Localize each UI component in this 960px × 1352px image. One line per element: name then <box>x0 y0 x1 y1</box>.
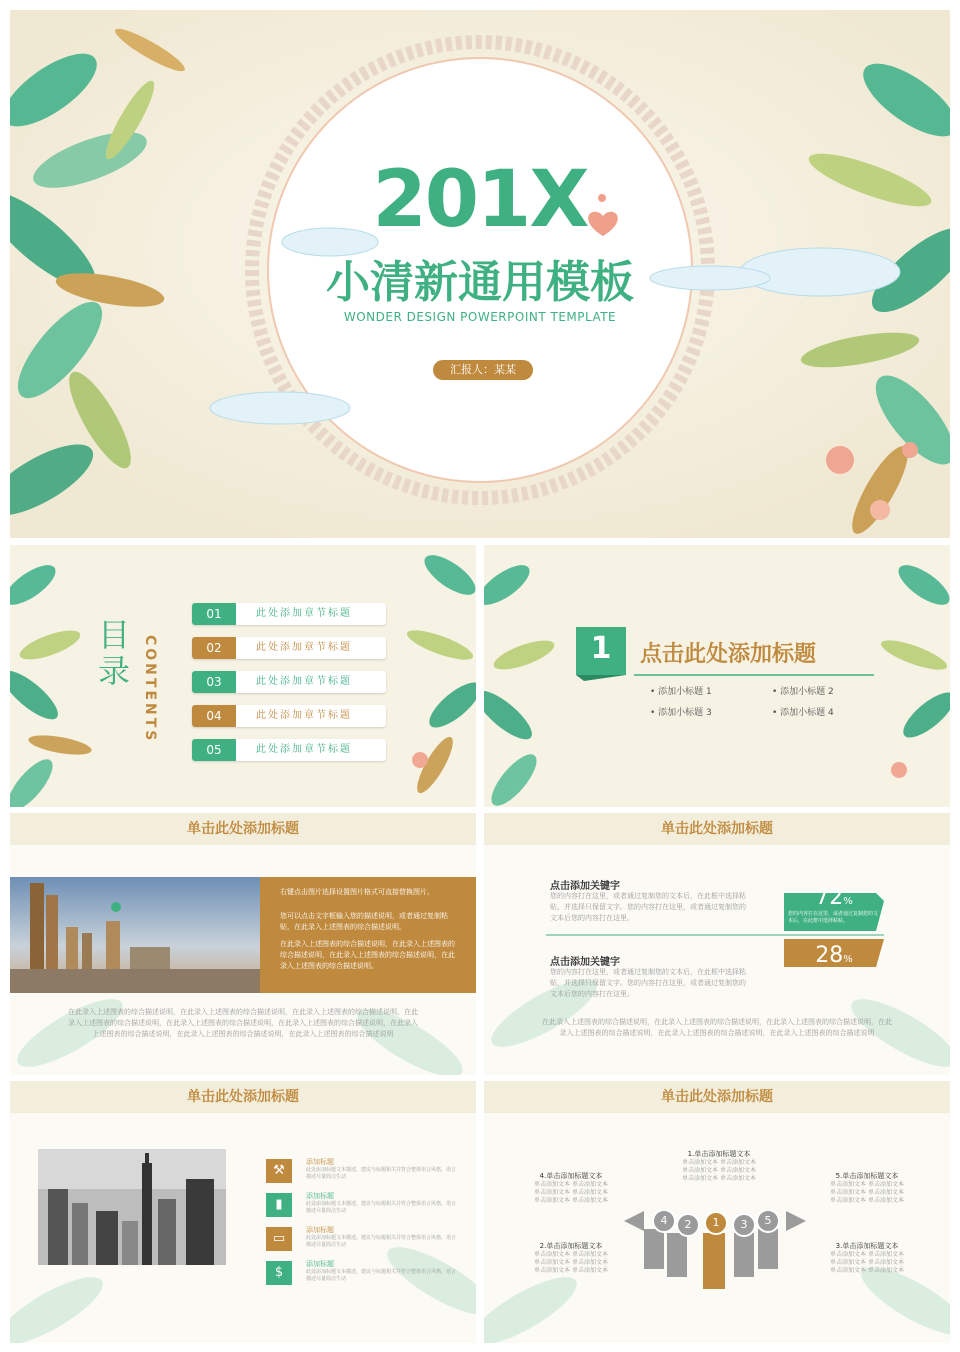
team-number-circle: 5 <box>756 1209 780 1233</box>
content-slide-team[interactable] <box>484 1081 950 1343</box>
point-1-text: 单击添加文本 单击添加文本 单击添加文本 单击添加文本 单击添加文本 单击添加文本 <box>682 1159 756 1182</box>
feature-text: 此处添加标题文本描述，建议与标题相关并符合整体语言风格，语言描述尽量简洁生动 <box>306 1167 457 1180</box>
photo-caption-box <box>260 877 476 993</box>
slide-footer-text: 在此录入上述图表的综合描述说明，在此录入上述图表的综合描述说明，在此录入上述图表的综合描述说明，在此录入上述图表的综合描述说明，在此录入上述图表的综合描述说明，在此录入上述图表的综合描述说明 <box>542 1018 892 1037</box>
caption-line-3: 在此录入上述图表的综合描述说明，在此录入上述图表的综合描述说明，在此录入上述图表的综合描述说明，在此录入上述图表的综合描述说明。 <box>280 940 455 970</box>
cover-year: 201X <box>372 155 588 245</box>
toc-item-label: 此处添加章节标题 <box>256 608 352 619</box>
toc-item[interactable] <box>192 637 386 659</box>
toc-vertical-label: CONTENTS <box>142 635 158 744</box>
toc-item-label: 此处添加章节标题 <box>256 710 352 721</box>
slide-footer-text: 在此录入上述图表的综合描述说明，在此录入上述图表的综合描述说明，在此录入上述图表的综合描述说明，在此录入上述图表的综合描述说明，在此录入上述图表的综合描述说明，在此录入上述图表的综合描述说明，在此录入上述图表的综合描述说明，在此录入上述图表的综合描述说明，在此录入上述图表的综合描述说明 <box>68 1008 418 1038</box>
point-5-title: 5.单击添加标题文本 <box>835 1172 899 1180</box>
point-5-text: 单击添加文本 单击添加文本 单击添加文本 单击添加文本 单击添加文本 单击添加文本 <box>830 1181 904 1204</box>
bar-chart-icon: ▮ <box>266 1193 292 1217</box>
toc-item[interactable] <box>192 739 386 761</box>
point-2-text: 单击添加文本 单击添加文本 单击添加文本 单击添加文本 单击添加文本 单击添加文本 <box>534 1251 608 1274</box>
point-4-text: 单击添加文本 单击添加文本 单击添加文本 单击添加文本 单击添加文本 单击添加文本 <box>534 1181 608 1204</box>
toc-title: 目录 <box>98 616 131 690</box>
stat-72-note: 您的内容打在这里，或者通过复制您的文本后，在此框中选择粘贴。 <box>788 911 879 924</box>
feature-label: 添加标题 <box>306 1226 334 1234</box>
section-sub-3: • 添加小标题 3 <box>650 708 712 718</box>
keyword-2-body: 您的内容打在这里，或者通过复制您的文本后，在此框中选择粘贴，并选择只保留文字。您的内容打在这里，或者通过复制您的文本后您的内容打在这里。 <box>550 968 746 998</box>
slide-title: 单击此处添加标题 <box>10 1081 476 1113</box>
toc-item-number: 05 <box>192 739 236 761</box>
toc-item[interactable] <box>192 603 386 625</box>
toc-item-number: 03 <box>192 671 236 693</box>
section-title: 点击此处添加标题 <box>640 642 817 667</box>
content-slide-photo[interactable] <box>10 813 476 1075</box>
cover-subtitle: WONDER DESIGN POWERPOINT TEMPLATE <box>343 310 617 324</box>
content-slide-icons[interactable] <box>10 1081 476 1343</box>
cover-title: 小清新通用模板 <box>326 257 634 308</box>
section-sub-1: • 添加小标题 1 <box>650 687 712 697</box>
section-slide[interactable] <box>484 545 950 807</box>
section-number: 1 <box>590 631 612 666</box>
toc-item[interactable] <box>192 705 386 727</box>
slide-title: 单击此处添加标题 <box>10 813 476 845</box>
feature-label: 添加标题 <box>306 1260 334 1268</box>
toc-item-number: 02 <box>192 637 236 659</box>
toc-item-label: 此处添加章节标题 <box>256 744 352 755</box>
point-4-title: 4.单击添加标题文本 <box>539 1172 603 1180</box>
point-1-title: 1.单击添加标题文本 <box>687 1150 751 1158</box>
slide-title: 单击此处添加标题 <box>484 813 950 845</box>
flashlight-icon: ▭ <box>266 1227 292 1251</box>
toc-item[interactable] <box>192 671 386 693</box>
stat-72: 72% <box>815 885 853 910</box>
content-slide-stats[interactable] <box>484 813 950 1075</box>
tools-icon: ⚒ <box>266 1159 292 1183</box>
point-3-text: 单击添加文本 单击添加文本 单击添加文本 单击添加文本 单击添加文本 单击添加文本 <box>830 1251 904 1274</box>
toc-item-number: 04 <box>192 705 236 727</box>
keyword-2-heading: 点击添加关键字 <box>550 957 620 968</box>
toc-item-label: 此处添加章节标题 <box>256 676 352 687</box>
feature-text: 此处添加标题文本描述，建议与标题相关并符合整体语言风格，语言描述尽量简洁生动 <box>306 1201 457 1214</box>
toc-item-label: 此处添加章节标题 <box>256 642 352 653</box>
cover-slide[interactable] <box>10 10 950 538</box>
point-2-title: 2.单击添加标题文本 <box>539 1242 603 1250</box>
feature-text: 此处添加标题文本描述，建议与标题相关并符合整体语言风格，语言描述尽量简洁生动 <box>306 1235 457 1248</box>
caption-line-1: 右键点击图片选择设置图片格式可直接替换图片。 <box>280 888 434 896</box>
city-beach-photo <box>10 877 260 993</box>
slide-title: 单击此处添加标题 <box>484 1081 950 1113</box>
feature-text: 此处添加标题文本描述，建议与标题相关并符合整体语言风格，语言描述尽量简洁生动 <box>306 1269 457 1282</box>
team-number-circle: 1 <box>704 1211 728 1235</box>
feature-label: 添加标题 <box>306 1158 334 1166</box>
stat-28: 28% <box>815 943 853 968</box>
caption-line-2: 您可以点击文字框输入您的描述说明，或者通过复制粘贴，在此录入上述图表的综合描述说明。 <box>280 912 448 931</box>
feature-label: 添加标题 <box>306 1192 334 1200</box>
city-bw-photo <box>38 1149 226 1265</box>
section-sub-2: • 添加小标题 2 <box>772 687 834 697</box>
point-3-title: 3.单击添加标题文本 <box>835 1242 899 1250</box>
team-number-circle: 3 <box>732 1213 756 1237</box>
section-sub-4: • 添加小标题 4 <box>772 708 834 718</box>
keyword-1-body: 您的内容打在这里，或者通过复制您的文本后，在此框中选择粘贴，并选择只保留文字。您的内容打在这里，或者通过复制您的文本后您的内容打在这里。 <box>550 892 746 922</box>
keyword-1-heading: 点击添加关键字 <box>550 881 620 892</box>
reporter-badge: 汇报人：某某 <box>433 360 533 380</box>
toc-slide[interactable] <box>10 545 476 807</box>
dollar-icon: $ <box>266 1261 292 1285</box>
toc-item-number: 01 <box>192 603 236 625</box>
leaves-decoration <box>484 545 950 807</box>
team-number-circle: 4 <box>652 1209 676 1233</box>
team-number-circle: 2 <box>676 1213 700 1237</box>
